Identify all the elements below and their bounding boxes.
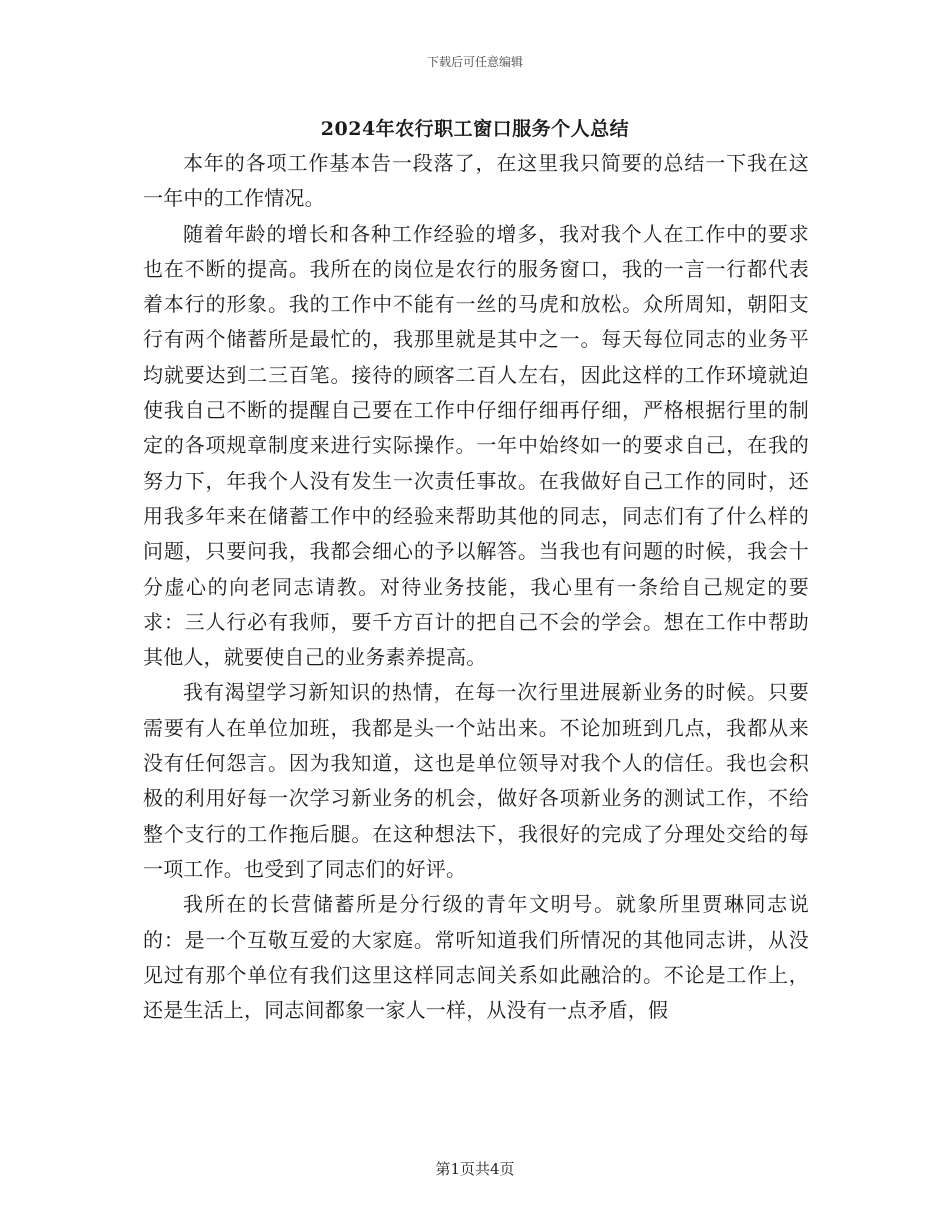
document-title: 2024年农行职工窗口服务个人总结 xyxy=(320,118,630,140)
document-body xyxy=(143,146,809,1028)
paragraph-3: 我有渴望学习新知识的热情，在每一次行里进展新业务的时候。只要需要有人在单位加班，我都是头一个站出来。不论加班到几点，我都从来没有任何怨言。因为我知道，这也是单位领导对我个人的信任。我也会积极的利用好每一次学习新业务的机会，做好各项新业务的测试工作，不给整个支行的工作拖后腿。在这种想法下，我很好的完成了分理处交给的每一项工作。也受到了同志们的好评。 xyxy=(143,680,809,881)
paragraph-4: 我所在的长营储蓄所是分行级的青年文明号。就象所里贾琳同志说的：是一个互敬互爱的大家庭。常听知道我们所情况的其他同志讲，从没见过有那个单位有我们这里这样同志间关系如此融洽的。不论是工作上，还是生活上，同志间都象一家人一样，从没有一点矛盾，假 xyxy=(143,892,809,1023)
paragraph-2: 随着年龄的增长和各种工作经验的增多，我对我个人在工作中的要求也在不断的提高。我所在的岗位是农行的服务窗口，我的一言一行都代表着本行的形象。我的工作中不能有一丝的马虎和放松。众所周知，朝阳支行有两个储蓄所是最忙的，我那里就是其中之一。每天每位同志的业务平均就要达到二三百笔。接待的顾客二百人左右，因此这样的工作环境就迫使我自己不断的提醒自己要在工作中仔细仔细再仔细，严格根据行里的制定的各项规章制度来进行实际操作。一年中始终如一的要求自己，在我的努力下，年我个人没有发生一次责任事故。在我做好自己工作的同时，还用我多年来在储蓄工作中的经验来帮助其他的同志，同志们有了什么样的问题，只要问我，我都会细心的予以解答。当我也有问题的时候，我会十分虚心的向老同志请教。对待业务技能，我心里有一条给自己规定的要求：三人行必有我师，要千方百计的把自己不会的学会。想在工作中帮助其他人，就要使自己的业务素养提高。 xyxy=(143,221,809,670)
paragraph-1: 本年的各项工作基本告一段落了，在这里我只简要的总结一下我在这一年中的工作情况。 xyxy=(143,151,809,211)
header-note: 下载后可任意编辑 xyxy=(426,55,523,69)
page-number: 第1页共4页 xyxy=(435,1160,515,1178)
